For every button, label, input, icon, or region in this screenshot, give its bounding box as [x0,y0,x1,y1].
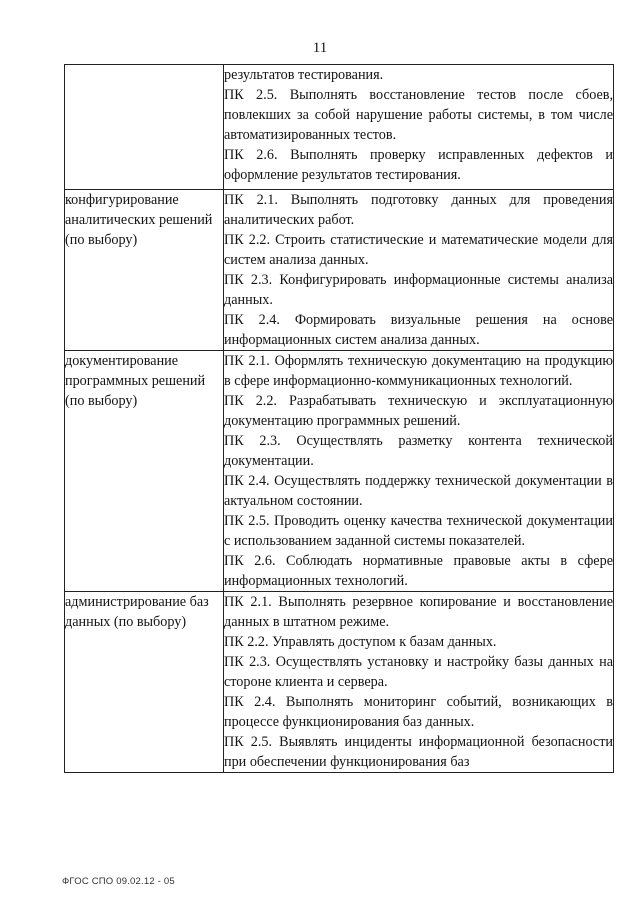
table-row [65,351,614,592]
competencies-cell [224,65,614,190]
competency-item: ПК 2.2. Строить статистические и математические модели для систем анализа данных. [224,232,613,268]
competency-item: ПК 2.2. Разрабатывать техническую и эксплуатационную документацию программных решений. [224,393,613,429]
module-name: администрирование баз данных (по выбору) [65,594,209,630]
competency-item: ПК 2.5. Проводить оценку качества технической документации с использованием заданной системы показателей. [224,513,613,549]
module-cell [65,592,224,773]
table-row [65,65,614,190]
competencies-cell [224,190,614,351]
module-cell [65,65,224,190]
document-code-footer: ФГОС СПО 09.02.12 - 05 [62,876,175,887]
module-name: документирование программных решений (по выбору) [65,353,206,409]
competency-item: ПК 2.5. Выполнять восстановление тестов после сбоев, повлекших за собой нарушение работы системы, в том числе автоматизированных тестов. [224,87,613,143]
competency-item: ПК 2.1. Оформлять техническую документацию на продукцию в сфере информационно-коммуникационных технологий. [224,353,613,389]
competency-table [64,64,614,773]
competency-item: ПК 2.3. Конфигурировать информационные системы анализа данных. [224,272,613,308]
competency-item: ПК 2.2. Управлять доступом к базам данных. [224,634,497,650]
competency-item: ПК 2.5. Выявлять инциденты информационной безопасности при обеспечении функционирования баз [224,734,613,770]
competency-item: ПК 2.4. Осуществлять поддержку технической документации в актуальном состоянии. [224,473,613,509]
competency-item: ПК 2.6. Выполнять проверку исправленных дефектов и оформление результатов тестирования. [224,147,613,183]
competency-item: ПК 2.1. Выполнять резервное копирование и восстановление данных в штатном режиме. [224,594,613,630]
competencies-cell [224,351,614,592]
competencies-cell [224,592,614,773]
competency-item: ПК 2.3. Осуществлять установку и настройку базы данных на стороне клиента и сервера. [224,654,613,690]
competency-item: ПК 2.3. Осуществлять разметку контента технической документации. [224,433,613,469]
competency-item: ПК 2.4. Формировать визуальные решения на основе информационных систем анализа данных. [224,312,613,348]
table-row [65,190,614,351]
competency-item: ПК 2.4. Выполнять мониторинг событий, возникающих в процессе функционирования баз данных. [224,694,613,730]
page-number: 11 [312,40,328,56]
competency-item: результатов тестирования. [224,67,384,83]
module-cell [65,351,224,592]
module-cell [65,190,224,351]
module-name: конфигурирование аналитических решений (по выбору) [65,192,213,248]
competency-item: ПК 2.6. Соблюдать нормативные правовые акты в сфере информационных технологий. [224,553,613,589]
competency-item: ПК 2.1. Выполнять подготовку данных для проведения аналитических работ. [224,192,613,228]
table-row [65,592,614,773]
